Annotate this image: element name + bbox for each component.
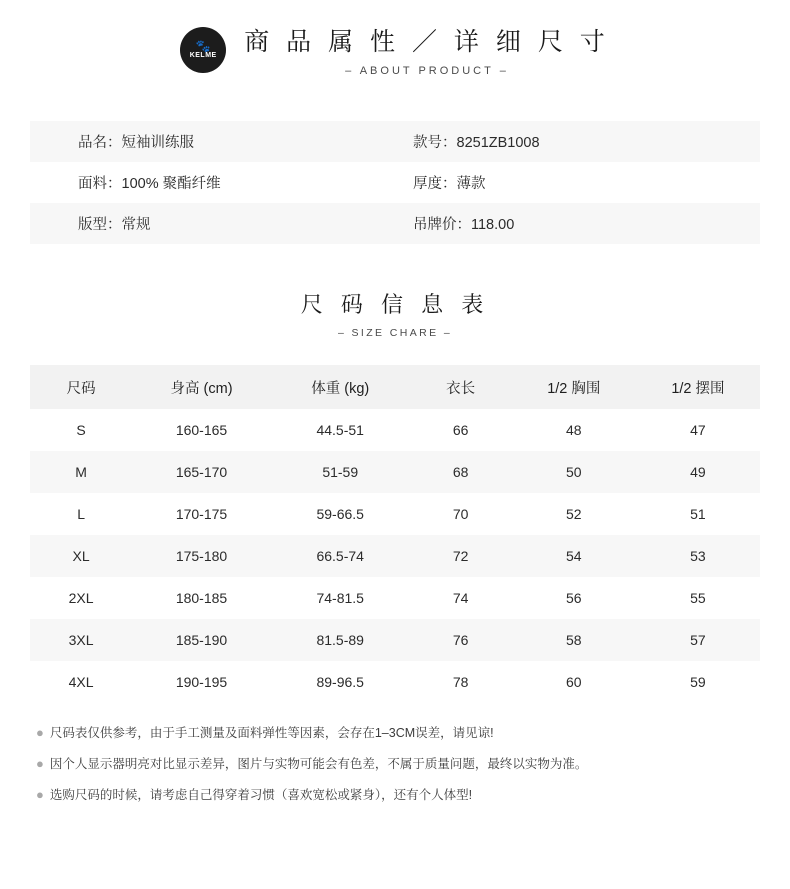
table-row	[30, 661, 760, 703]
list-item	[36, 785, 760, 805]
table-cell: 165-170	[175, 464, 228, 480]
column-header: 1/2 胸围	[547, 380, 601, 397]
size-chart-subtitle: – SIZE CHARE –	[337, 327, 453, 339]
table-cell: 44.5-51	[316, 422, 364, 438]
note-text: 尺码表仅供参考，由于手工测量及面料弹性等因素，会存在1–3CM误差，请见谅!	[49, 726, 494, 740]
page-header	[0, 0, 790, 83]
table-cell: 49	[690, 464, 706, 480]
page-subtitle: – ABOUT PRODUCT –	[345, 65, 509, 77]
table-cell: 170-175	[175, 506, 228, 522]
table-row	[30, 619, 760, 661]
brand-logo	[180, 27, 226, 73]
column-header: 身高 (cm)	[170, 380, 233, 397]
table-cell: S	[76, 422, 86, 438]
notes-list	[36, 723, 760, 805]
note-text: 因个人显示器明亮对比显示差异，图片与实物可能会有色差，不属于质量问题，最终以实物为准。	[49, 757, 588, 771]
table-cell: 51-59	[322, 464, 359, 480]
table-cell: 66.5-74	[316, 548, 364, 564]
table-cell: 48	[566, 422, 582, 438]
column-header: 衣长	[446, 380, 476, 397]
table-cell: 55	[690, 590, 706, 606]
table-cell: 78	[452, 674, 469, 690]
table-cell: 70	[452, 506, 469, 522]
table-header-row	[30, 365, 760, 409]
table-cell: 180-185	[175, 590, 228, 606]
table-cell: 89-96.5	[316, 674, 364, 690]
table-row	[30, 577, 760, 619]
table-row	[30, 162, 760, 203]
table-cell: 72	[452, 548, 469, 564]
table-cell: 76	[452, 632, 469, 648]
table-row	[30, 203, 760, 244]
table-cell: 68	[452, 464, 469, 480]
attribute-label: 面料：	[78, 176, 122, 192]
table-cell: 3XL	[68, 632, 94, 648]
brand-name: KELME	[189, 51, 217, 59]
table-cell: XL	[72, 548, 90, 564]
attribute-table	[30, 121, 760, 244]
attribute-label: 品名：	[78, 135, 122, 151]
table-cell: 51	[690, 506, 706, 522]
table-cell: 54	[566, 548, 582, 564]
table-cell: 59-66.5	[316, 506, 364, 522]
table-row	[30, 409, 760, 451]
attribute-cell	[30, 203, 395, 244]
attribute-cell	[395, 121, 760, 162]
table-row	[30, 535, 760, 577]
table-cell: 81.5-89	[316, 632, 364, 648]
attribute-value: 100% 聚酯纤维	[121, 176, 221, 192]
table-cell: M	[75, 464, 87, 480]
attribute-value: 短袖训练服	[121, 135, 194, 151]
title-block	[244, 22, 610, 77]
table-row	[30, 493, 760, 535]
paw-icon: 🐾	[195, 38, 211, 53]
attribute-cell	[395, 162, 760, 203]
table-cell: 56	[566, 590, 582, 606]
table-cell: 59	[690, 674, 706, 690]
table-cell: 50	[566, 464, 582, 480]
bullet-icon: ●	[36, 787, 44, 802]
table-cell: 47	[690, 422, 706, 438]
table-cell: L	[77, 506, 85, 522]
attribute-label: 款号：	[413, 135, 457, 151]
size-chart-heading	[0, 288, 790, 339]
table-cell: 52	[566, 506, 582, 522]
page-title: 商 品 属 性 ／ 详 细 尺 寸	[244, 28, 610, 56]
table-cell: 74-81.5	[316, 590, 364, 606]
attribute-value: 118.00	[471, 217, 515, 233]
attribute-value: 薄款	[456, 176, 486, 192]
table-cell: 160-165	[175, 422, 228, 438]
table-row	[30, 451, 760, 493]
size-chart-table	[30, 365, 760, 703]
bullet-icon: ●	[36, 725, 44, 740]
table-cell: 2XL	[68, 590, 94, 606]
size-chart-title: 尺 码 信 息 表	[300, 292, 490, 317]
column-header: 1/2 摆围	[671, 380, 725, 397]
table-cell: 66	[452, 422, 469, 438]
table-cell: 74	[452, 590, 469, 606]
table-cell: 185-190	[175, 632, 228, 648]
attribute-label: 吊牌价：	[413, 217, 471, 233]
table-cell: 58	[566, 632, 582, 648]
column-header: 体重 (kg)	[311, 380, 370, 397]
list-item	[36, 723, 760, 743]
attribute-cell	[395, 203, 760, 244]
column-header: 尺码	[66, 380, 96, 397]
table-cell: 175-180	[175, 548, 228, 564]
table-cell: 4XL	[68, 674, 94, 690]
attribute-label: 版型：	[78, 217, 122, 233]
attribute-value: 8251ZB1008	[456, 135, 540, 151]
table-cell: 190-195	[175, 674, 228, 690]
bullet-icon: ●	[36, 756, 44, 771]
table-cell: 60	[566, 674, 582, 690]
attribute-cell	[30, 162, 395, 203]
attribute-label: 厚度：	[413, 176, 457, 192]
list-item	[36, 754, 760, 774]
attribute-cell	[30, 121, 395, 162]
attribute-value: 常规	[121, 217, 151, 233]
note-text: 选购尺码的时候，请考虑自己得穿着习惯（喜欢宽松或紧身），还有个人体型!	[49, 788, 473, 802]
table-cell: 53	[690, 548, 706, 564]
table-cell: 57	[690, 632, 706, 648]
table-row	[30, 121, 760, 162]
